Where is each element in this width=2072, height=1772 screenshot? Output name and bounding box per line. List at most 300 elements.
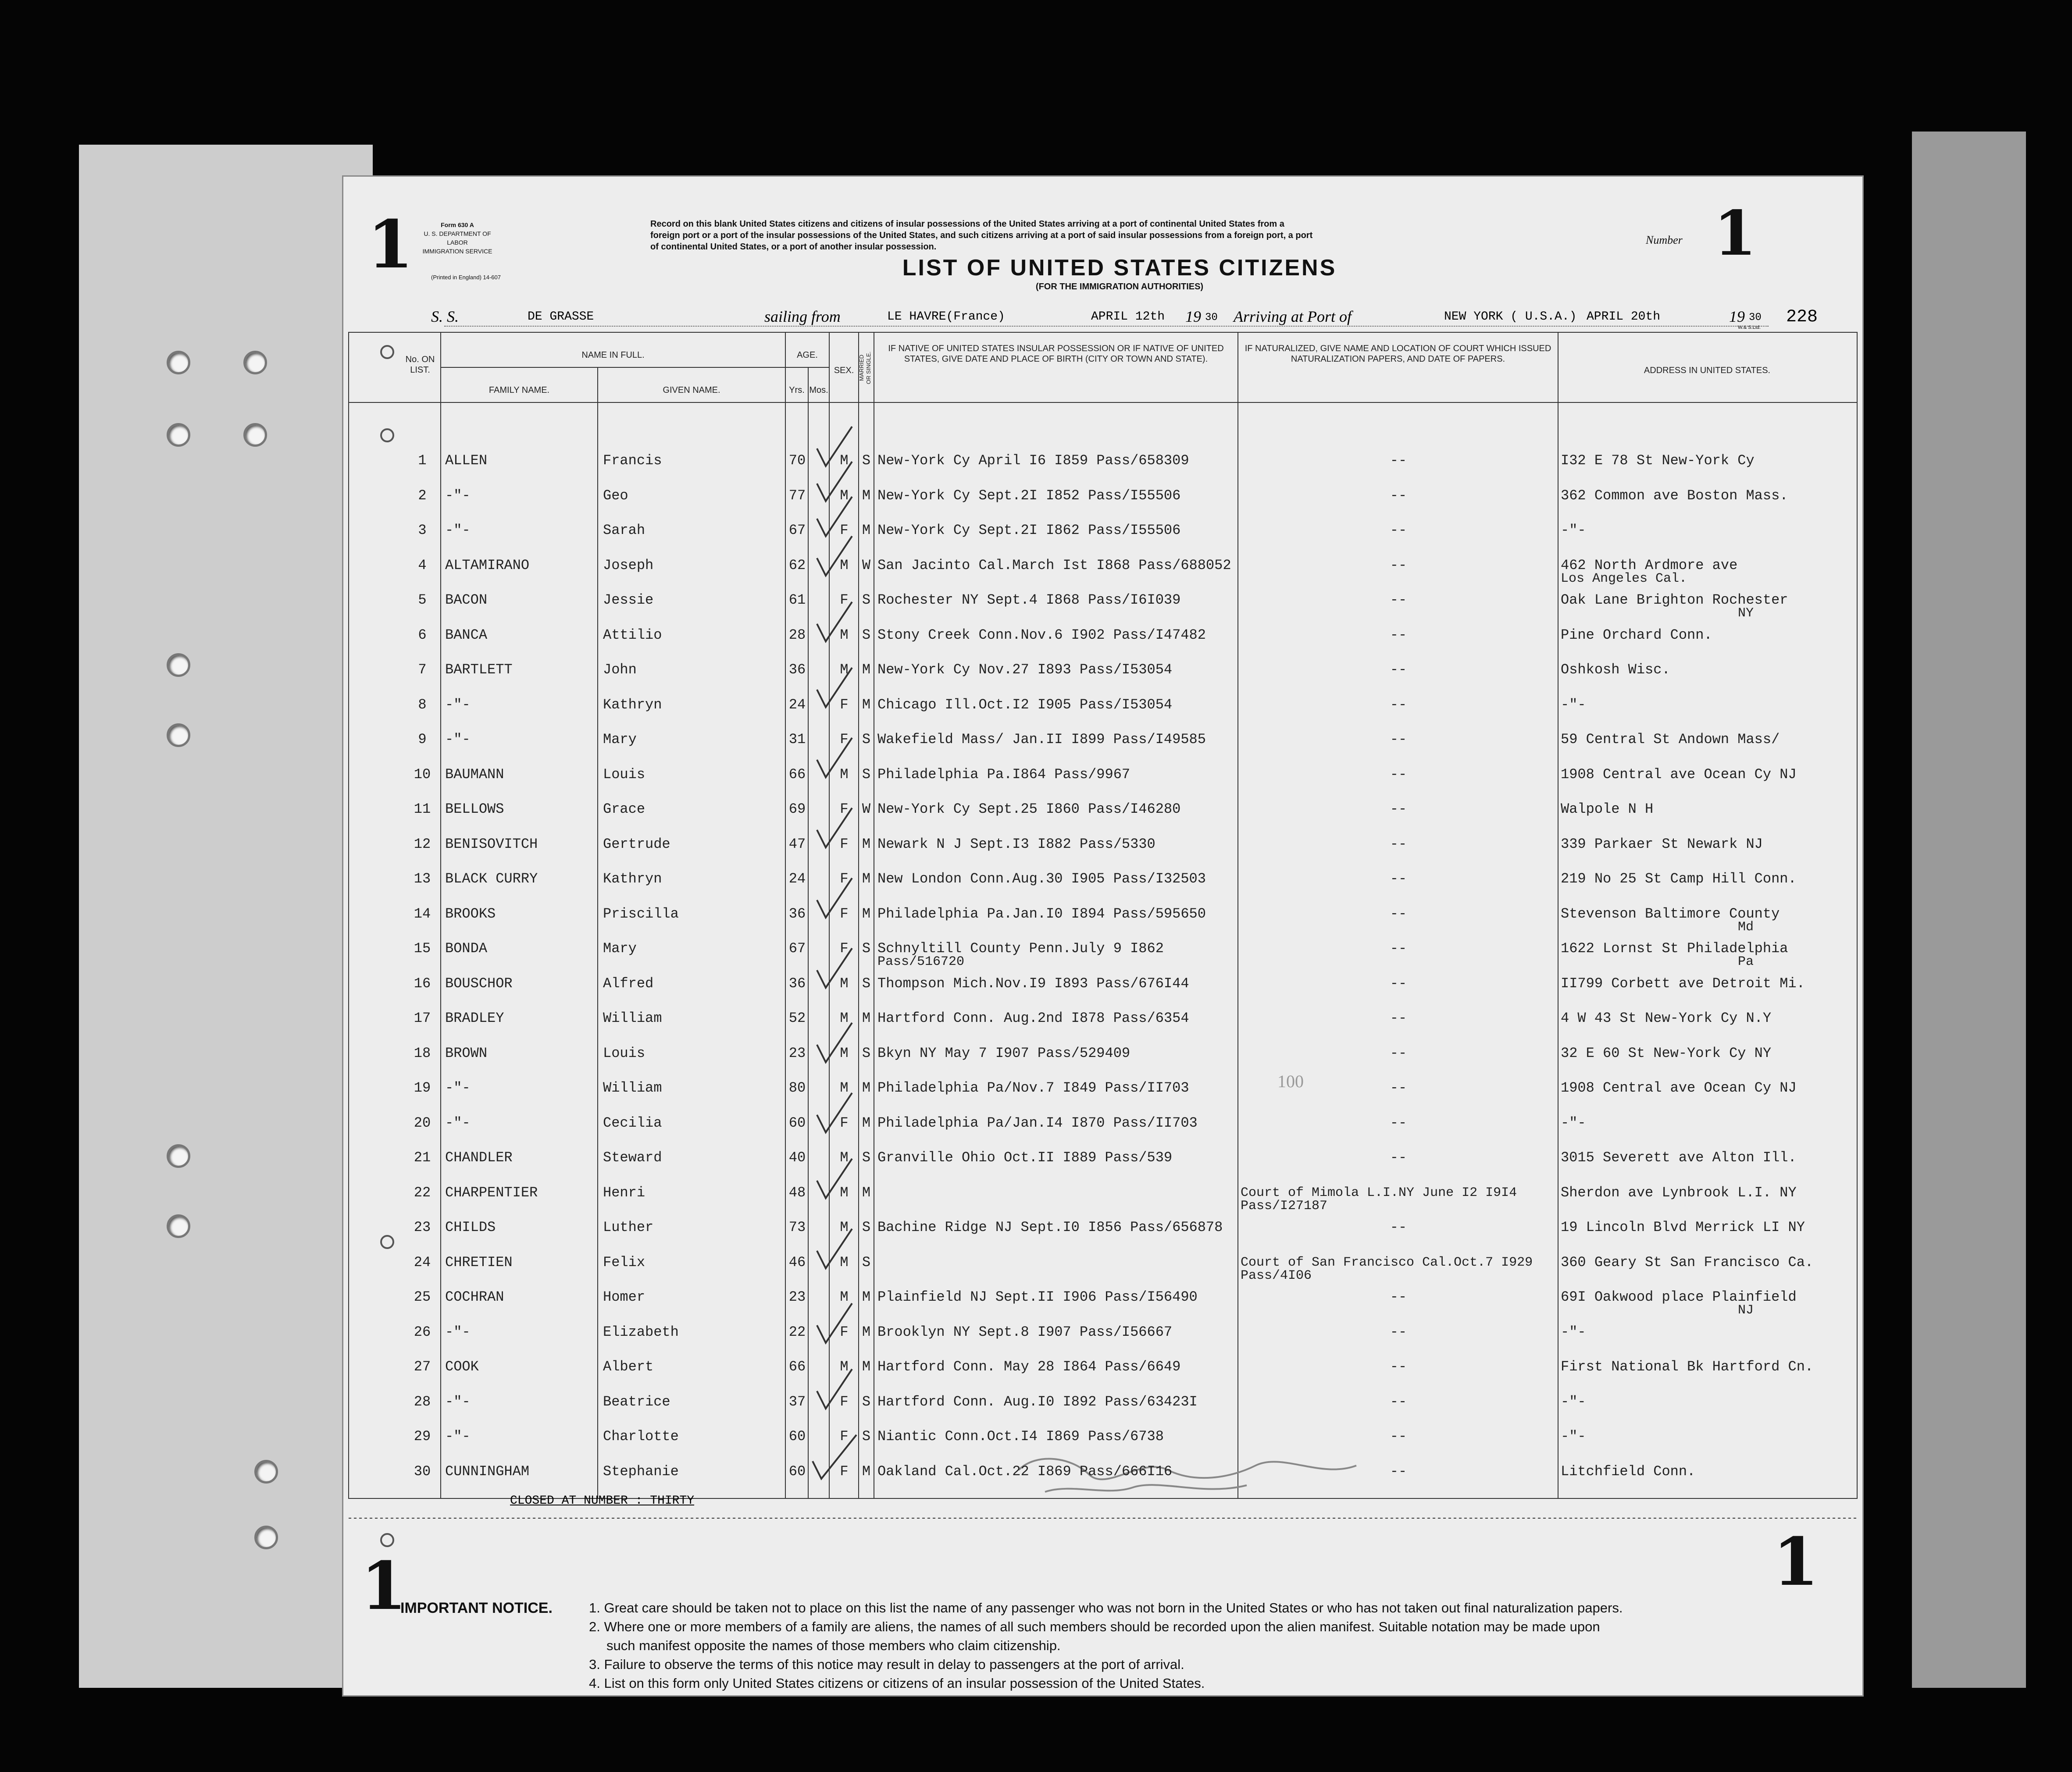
cell-sex: F [840, 1428, 849, 1445]
cell-family: ALTAMIRANO [445, 557, 530, 573]
cell-addr2: Los Angeles Cal. [1561, 571, 1687, 586]
cell-nat: -- [1390, 871, 1407, 887]
cell-family: COCHRAN [445, 1289, 504, 1305]
cell-given: Joseph [603, 557, 654, 573]
cell-sex: M [840, 1289, 849, 1305]
cell-addr: II799 Corbett ave Detroit Mi. [1561, 975, 1805, 992]
cell-age: 23 [788, 1045, 806, 1061]
cell-birth: Bachine Ridge NJ Sept.I0 I856 Pass/656878 [877, 1219, 1223, 1235]
cell-age: 36 [788, 662, 806, 678]
cell-sex: M [840, 662, 849, 678]
instructions-line: Record on this blank United States citizens and citizens of insular possessions of the United States arriving at a port of continental United States from a [650, 219, 1284, 229]
cell-no: 28 [414, 1393, 431, 1410]
cell-ms: M [862, 1080, 871, 1096]
cell-ms: S [862, 940, 871, 957]
cell-addr2: Pa [1738, 954, 1754, 969]
form-number: Form 630 A [441, 221, 474, 228]
cell-given: Kathryn [603, 696, 662, 713]
cell-birth: Newark N J Sept.I3 I882 Pass/5330 [877, 836, 1155, 852]
cell-no: 3 [418, 522, 427, 538]
cell-ms: S [862, 731, 871, 747]
cell-birth: Philadelphia Pa/Jan.I4 I870 Pass/II703 [877, 1114, 1198, 1131]
cell-given: Louis [603, 1045, 645, 1061]
header-given: GIVEN NAME. [663, 385, 720, 395]
cell-age: 52 [788, 1010, 806, 1026]
cell-family: -"- [445, 1393, 471, 1410]
cell-nat: -- [1390, 1114, 1407, 1131]
cell-nat: -- [1390, 522, 1407, 538]
cell-no: 2 [418, 487, 427, 504]
cell-given: William [603, 1080, 662, 1096]
cell-age: 77 [788, 487, 806, 504]
cell-nat: -- [1390, 801, 1407, 817]
cell-addr: 1908 Central ave Ocean Cy NJ [1561, 1080, 1797, 1096]
cell-addr: 32 E 60 St New-York Cy NY [1561, 1045, 1772, 1061]
cell-sex: M [840, 1254, 849, 1270]
header-naturalized: IF NATURALIZED, GIVE NAME AND LOCATION OF COURT WHICH ISSUED NATURALIZATION PAPERS, AND DATE OF PAPERS. [1245, 344, 1551, 364]
cell-birth: Hartford Conn. Aug.I0 I892 Pass/63423I [877, 1393, 1198, 1410]
cell-no: 18 [414, 1045, 431, 1061]
page-title: LIST OF UNITED STATES CITIZENS [902, 255, 1337, 281]
cell-given: William [603, 1010, 662, 1026]
cell-age: 24 [788, 696, 806, 713]
cell-sex: F [840, 871, 849, 887]
cell-nat2: Pass/I27187 [1241, 1198, 1328, 1213]
year-prefix: 19 [1729, 308, 1745, 325]
cell-no: 1 [418, 452, 427, 469]
cell-ms: W [862, 557, 871, 573]
cell-ms: S [862, 1219, 871, 1235]
arrival-date: APRIL 20th [1587, 310, 1661, 324]
cell-no: 16 [414, 975, 431, 992]
arriving-label: Arriving at Port of [1234, 308, 1352, 325]
cell-nat: -- [1390, 452, 1407, 469]
cell-addr2: Md [1738, 919, 1754, 935]
notice-item: 2. Where one or more members of a family are aliens, the names of all such members should be recorded upon the alien manifest. Suitable notation may be made upon [589, 1619, 1600, 1634]
notice-heading: IMPORTANT NOTICE. [400, 1600, 553, 1616]
cell-ms: S [862, 975, 871, 992]
notice-item: 1. Great care should be taken not to place on this list the name of any passenger who was not born in the United States or who has not taken out final naturalization papers. [589, 1600, 1623, 1615]
cell-ms: M [862, 836, 871, 852]
header-address: ADDRESS IN UNITED STATES. [1644, 366, 1771, 375]
cell-family: BOUSCHOR [445, 975, 513, 992]
port-from: LE HAVRE(France) [887, 310, 1005, 324]
cell-given: John [603, 662, 637, 678]
cell-age: 80 [788, 1080, 806, 1096]
cell-nat: -- [1390, 905, 1407, 922]
cell-nat: -- [1390, 836, 1407, 852]
cell-addr2: NJ [1738, 1303, 1754, 1318]
cell-addr: -"- [1561, 522, 1586, 538]
margin-annotation: 100 [1277, 1071, 1304, 1091]
cell-sex: M [840, 1045, 849, 1061]
cell-family: CHILDS [445, 1219, 496, 1235]
cell-no: 21 [414, 1149, 431, 1166]
cell-no: 5 [418, 592, 427, 608]
cell-age: 60 [788, 1114, 806, 1131]
cell-ms: M [862, 696, 871, 713]
cell-addr: Stevenson Baltimore County [1561, 905, 1780, 922]
cell-nat: -- [1390, 662, 1407, 678]
cell-no: 24 [414, 1254, 431, 1270]
cell-addr: 59 Central St Andown Mass/ [1561, 731, 1780, 747]
cell-birth: Philadelphia Pa.I864 Pass/9967 [877, 766, 1131, 783]
cell-no: 6 [418, 626, 427, 643]
cell-family: BROOKS [445, 905, 496, 922]
cell-given: Beatrice [603, 1393, 670, 1410]
cell-given: Homer [603, 1289, 645, 1305]
header-no: No. ON LIST. [405, 355, 435, 375]
cell-sex: F [840, 522, 849, 538]
cell-no: 27 [414, 1359, 431, 1375]
header-mos: Mos. [809, 385, 828, 395]
cell-sex: M [840, 1149, 849, 1166]
cell-ms: M [862, 487, 871, 504]
manifest-page [342, 175, 1864, 1697]
cell-given: Geo [603, 487, 628, 504]
cell-no: 22 [414, 1184, 431, 1201]
cell-addr: 339 Parkaer St Newark NJ [1561, 836, 1763, 852]
underlying-page-right [1912, 132, 2026, 1688]
cell-birth: Bkyn NY May 7 I907 Pass/529409 [877, 1045, 1131, 1061]
cell-given: Mary [603, 940, 637, 957]
cell-sex: M [840, 1359, 849, 1375]
handwritten-annotation [1045, 1485, 1247, 1492]
cell-ms: M [862, 1359, 871, 1375]
cell-addr: Walpole N H [1561, 801, 1654, 817]
header-age: AGE. [797, 350, 818, 360]
cell-ms: S [862, 1149, 871, 1166]
cell-ms: W [862, 801, 871, 817]
cell-given: Albert [603, 1359, 654, 1375]
cell-addr: 4 W 43 St New-York Cy N.Y [1561, 1010, 1772, 1026]
cell-nat: -- [1390, 487, 1407, 504]
cell-addr: 360 Geary St San Francisco Ca. [1561, 1254, 1814, 1270]
cell-birth: Schnyltill County Penn.July 9 I862 [877, 940, 1164, 957]
cell-no: 9 [418, 731, 427, 747]
cell-family: -"- [445, 1428, 471, 1445]
cell-family: CHANDLER [445, 1149, 513, 1166]
cell-age: 47 [788, 836, 806, 852]
cell-nat: -- [1390, 557, 1407, 573]
cell-family: BRADLEY [445, 1010, 504, 1026]
cell-addr: I32 E 78 St New-York Cy [1561, 452, 1755, 469]
cell-sex: F [840, 940, 849, 957]
cell-nat: -- [1390, 1219, 1407, 1235]
cell-nat: -- [1390, 626, 1407, 643]
list-number: 1 [1714, 198, 1757, 270]
cell-given: Grace [603, 801, 645, 817]
stamp-sub: W.& S.Ltd. [1738, 325, 1761, 330]
cell-family: -"- [445, 696, 471, 713]
cell-birth: New-York Cy Sept.2I I862 Pass/I55506 [877, 522, 1181, 538]
cell-family: ALLEN [445, 452, 488, 469]
cell-sex: F [840, 696, 849, 713]
cell-sex: M [840, 1219, 849, 1235]
cell-ms: M [862, 1114, 871, 1131]
cell-nat: -- [1390, 1010, 1407, 1026]
cell-addr: 362 Common ave Boston Mass. [1561, 487, 1788, 504]
cell-age: 24 [788, 871, 806, 887]
cell-addr: Litchfield Conn. [1561, 1463, 1696, 1480]
cell-addr: 3015 Severett ave Alton Ill. [1561, 1149, 1797, 1166]
page-subtitle: (FOR THE IMMIGRATION AUTHORITIES) [1035, 282, 1204, 292]
binder-hole [167, 423, 190, 447]
cell-birth: Plainfield NJ Sept.II I906 Pass/I56490 [877, 1289, 1198, 1305]
cell-given: Kathryn [603, 871, 662, 887]
cell-sex: M [840, 1184, 849, 1201]
cell-given: Gertrude [603, 836, 670, 852]
binder-hole [167, 1144, 190, 1168]
cell-ms: S [862, 1393, 871, 1410]
cell-family: BARTLETT [445, 662, 513, 678]
cell-addr: Oshkosh Wisc. [1561, 662, 1670, 678]
cell-no: 26 [414, 1324, 431, 1340]
cell-family: BACON [445, 592, 488, 608]
cell-birth: Oakland Cal.Oct.22 I869 Pass/666I16 [877, 1463, 1173, 1480]
cell-ms: M [862, 522, 871, 538]
cell-given: Priscilla [603, 905, 679, 922]
cell-age: 46 [788, 1254, 806, 1270]
cell-birth: Hartford Conn. Aug.2nd I878 Pass/6354 [877, 1010, 1189, 1026]
cell-sex: M [840, 557, 849, 573]
cell-nat: Court of Mimola L.I.NY June I2 I9I4 [1241, 1185, 1517, 1200]
cell-age: 40 [788, 1149, 806, 1166]
cell-nat: -- [1390, 1428, 1407, 1445]
cell-nat: -- [1390, 766, 1407, 783]
cell-age: 22 [788, 1324, 806, 1340]
cell-family: BLACK CURRY [445, 871, 538, 887]
cell-age: 66 [788, 1359, 806, 1375]
cell-age: 70 [788, 452, 806, 469]
cell-sex: F [840, 592, 849, 608]
cell-family: CHRETIEN [445, 1254, 513, 1270]
cell-family: BAUMANN [445, 766, 504, 783]
cell-sex: F [840, 1393, 849, 1410]
year-prefix: 19 [1185, 308, 1201, 325]
cell-addr: 19 Lincoln Blvd Merrick LI NY [1561, 1219, 1805, 1235]
cell-age: 36 [788, 905, 806, 922]
binder-hole [254, 1526, 278, 1549]
cell-addr: 1908 Central ave Ocean Cy NJ [1561, 766, 1797, 783]
cell-birth: Philadelphia Pa/Nov.7 I849 Pass/II703 [877, 1080, 1189, 1096]
cell-family: -"- [445, 1114, 471, 1131]
cell-given: Charlotte [603, 1428, 679, 1445]
cell-nat: -- [1390, 940, 1407, 957]
cell-no: 11 [414, 801, 431, 817]
port-to: NEW YORK ( U.S.A.) [1444, 310, 1577, 324]
cell-addr: -"- [1561, 1114, 1586, 1131]
instructions-line: foreign port or a port of the insular possessions of the United States, and such citizens arriving at a port of said insular possessions from a foreign port, a port [650, 231, 1313, 240]
header-birth: IF NATIVE OF UNITED STATES INSULAR POSSESSION OR IF NATIVE OF UNITED STATES, GIVE DATE AND PLACE OF BIRTH (CITY OR TOWN AND STATE). [888, 344, 1224, 364]
cell-no: 7 [418, 662, 427, 678]
cell-ms: S [862, 592, 871, 608]
cell-addr: Oak Lane Brighton Rochester [1561, 592, 1788, 608]
cell-no: 20 [414, 1114, 431, 1131]
underlying-page [79, 145, 373, 1688]
cell-addr: -"- [1561, 1428, 1586, 1445]
cell-nat: Court of San Francisco Cal.Oct.7 I929 [1241, 1255, 1533, 1270]
cell-birth: Thompson Mich.Nov.I9 I893 Pass/676I44 [877, 975, 1189, 992]
cell-addr: 462 North Ardmore ave [1561, 557, 1738, 573]
cell-sex: M [840, 975, 849, 992]
cell-nat: -- [1390, 1393, 1407, 1410]
cell-family: BANCA [445, 626, 488, 643]
form-service: IMMIGRATION SERVICE [422, 248, 492, 255]
cell-nat2: Pass/4I06 [1241, 1268, 1312, 1283]
cell-ms: M [862, 1289, 871, 1305]
binder-hole [243, 351, 267, 374]
header-sex: SEX. [834, 366, 854, 375]
header-family: FAMILY NAME. [489, 385, 550, 395]
cell-no: 29 [414, 1428, 431, 1445]
cell-given: Attilio [603, 626, 662, 643]
cell-given: Henri [603, 1184, 645, 1201]
cell-age: 37 [788, 1393, 806, 1410]
cell-age: 23 [788, 1289, 806, 1305]
cell-nat: -- [1390, 1149, 1407, 1166]
cell-no: 15 [414, 940, 431, 957]
cell-addr2: NY [1738, 606, 1754, 621]
cell-ms: S [862, 1428, 871, 1445]
cell-age: 48 [788, 1184, 806, 1201]
cell-addr: 69I Oakwood place Plainfield [1561, 1289, 1797, 1305]
cell-sex: M [840, 452, 849, 469]
cell-sex: M [840, 487, 849, 504]
page-stamp: 228 [1786, 307, 1818, 327]
binder-hole [167, 653, 190, 677]
header-yrs: Yrs. [789, 385, 805, 395]
year-departure: 30 [1205, 312, 1218, 324]
cell-given: Luther [603, 1219, 654, 1235]
cell-nat: -- [1390, 975, 1407, 992]
number-label: Number [1646, 234, 1683, 246]
cell-given: Alfred [603, 975, 654, 992]
cell-age: 67 [788, 522, 806, 538]
cell-nat: -- [1390, 1080, 1407, 1096]
cell-nat: -- [1390, 696, 1407, 713]
cell-nat: -- [1390, 1045, 1407, 1061]
cell-sex: F [840, 905, 849, 922]
cell-given: Francis [603, 452, 662, 469]
cell-age: 62 [788, 557, 806, 573]
cell-ms: S [862, 1254, 871, 1270]
cell-no: 13 [414, 871, 431, 887]
cell-birth: New-York Cy Sept.25 I860 Pass/I46280 [877, 801, 1181, 817]
binder-hole [167, 351, 190, 374]
cell-addr: -"- [1561, 1324, 1586, 1340]
cell-given: Stephanie [603, 1463, 679, 1480]
cell-birth: New-York Cy Sept.2I I852 Pass/I55506 [877, 487, 1181, 504]
cell-age: 36 [788, 975, 806, 992]
cell-sex: F [840, 1324, 849, 1340]
cell-birth: New-York Cy April I6 I859 Pass/658309 [877, 452, 1189, 469]
printed-note: (Printed in England) 14-607 [431, 274, 501, 281]
cell-age: 60 [788, 1463, 806, 1480]
cell-birth: San Jacinto Cal.March Ist I868 Pass/688052 [877, 557, 1231, 573]
cell-nat: -- [1390, 1463, 1407, 1480]
cell-ms: M [862, 905, 871, 922]
cell-birth: Hartford Conn. May 28 I864 Pass/6649 [877, 1359, 1181, 1375]
instructions-line: of continental United States, or a port of another insular possession. [650, 242, 937, 252]
cell-ms: S [862, 1045, 871, 1061]
cell-no: 8 [418, 696, 427, 713]
cell-sex: M [840, 766, 849, 783]
cell-sex: F [840, 836, 849, 852]
cell-addr: Pine Orchard Conn. [1561, 626, 1712, 643]
cell-birth: New London Conn.Aug.30 I905 Pass/I32503 [877, 871, 1206, 887]
cell-given: Louis [603, 766, 645, 783]
ship-name: DE GRASSE [528, 310, 594, 324]
cell-age: 60 [788, 1428, 806, 1445]
closed-at-number: CLOSED AT NUMBER : THIRTY [510, 1494, 695, 1508]
cell-no: 19 [414, 1080, 431, 1096]
cell-ms: M [862, 1324, 871, 1340]
cell-no: 23 [414, 1219, 431, 1235]
cell-family: -"- [445, 522, 471, 538]
cell-nat: -- [1390, 1289, 1407, 1305]
ss-label: S. S. [431, 308, 459, 325]
cell-family: -"- [445, 487, 471, 504]
notice-item: 3. Failure to observe the terms of this notice may result in delay to passengers at the port of arrival. [589, 1657, 1184, 1672]
cell-given: Sarah [603, 522, 645, 538]
cell-sex: F [840, 731, 849, 747]
cell-age: 31 [788, 731, 806, 747]
cell-addr: -"- [1561, 1393, 1586, 1410]
cell-family: BROWN [445, 1045, 488, 1061]
cell-age: 73 [788, 1219, 806, 1235]
cell-birth: Granville Ohio Oct.II I889 Pass/539 [877, 1149, 1173, 1166]
cell-birth: Brooklyn NY Sept.8 I907 Pass/I56667 [877, 1324, 1173, 1340]
cell-ms: M [862, 1463, 871, 1480]
cell-given: Steward [603, 1149, 662, 1166]
cell-birth: Rochester NY Sept.4 I868 Pass/I6I039 [877, 592, 1181, 608]
cell-ms: M [862, 871, 871, 887]
cell-sex: M [840, 626, 849, 643]
cell-age: 67 [788, 940, 806, 957]
cell-ms: M [862, 662, 871, 678]
header-married: MARRIED OR SINGLE. [858, 351, 872, 384]
cell-no: 25 [414, 1289, 431, 1305]
cell-sex: F [840, 1114, 849, 1131]
cell-sex: F [840, 801, 849, 817]
cell-ms: S [862, 766, 871, 783]
corner-number: 1 [367, 206, 414, 283]
cell-sex: M [840, 1080, 849, 1096]
cell-no: 14 [414, 905, 431, 922]
cell-family: -"- [445, 1324, 471, 1340]
cell-given: Jessie [603, 592, 654, 608]
cell-family: BELLOWS [445, 801, 504, 817]
notice-item: such manifest opposite the names of those members who claim citizenship. [606, 1638, 1061, 1653]
cell-given: Cecilia [603, 1114, 662, 1131]
cell-no: 30 [414, 1463, 431, 1480]
notice-right-number: 1 [1773, 1523, 1819, 1601]
cell-no: 4 [418, 557, 427, 573]
cell-age: 61 [788, 592, 806, 608]
cell-nat: -- [1390, 731, 1407, 747]
cell-birth: Wakefield Mass/ Jan.II I899 Pass/I49585 [877, 731, 1206, 747]
sailing-label: sailing from [764, 308, 841, 325]
cell-birth: Stony Creek Conn.Nov.6 I902 Pass/I47482 [877, 626, 1206, 643]
cell-age: 28 [788, 626, 806, 643]
year-arrival: 30 [1749, 312, 1762, 324]
cell-addr: 1622 Lornst St Philadelphia [1561, 940, 1788, 957]
binder-hole [254, 1460, 278, 1484]
cell-addr: -"- [1561, 696, 1586, 713]
notice-item: 4. List on this form only United States citizens or citizens of an insular possession of the United States. [589, 1676, 1205, 1691]
cell-birth2: Pass/516720 [877, 954, 965, 969]
